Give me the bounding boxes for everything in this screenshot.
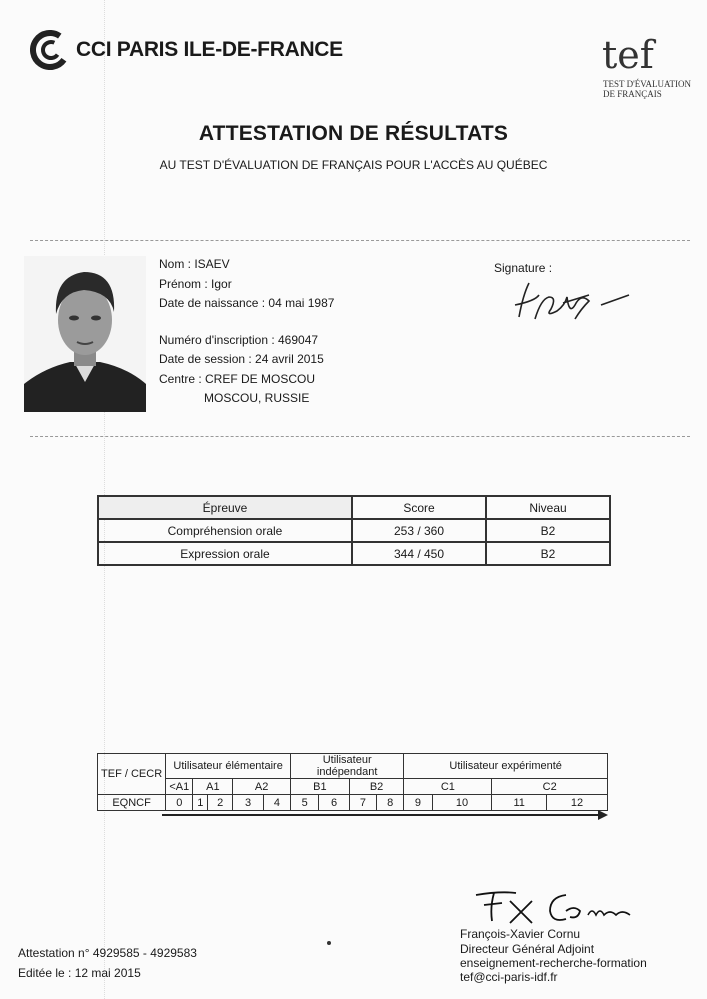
level-scale-table bbox=[97, 753, 608, 811]
candidate-session-date: Date de session : 24 avril 2015 bbox=[159, 352, 324, 366]
tef-logo-subtitle bbox=[603, 79, 698, 99]
scale-row-label-tef: TEF / CECR bbox=[98, 754, 166, 795]
group-experimente: Utilisateur expérimenté bbox=[404, 754, 608, 779]
candidate-centre: Centre : CREF DE MOSCOU bbox=[159, 372, 316, 386]
header-score: Score bbox=[352, 496, 486, 519]
level-c1: C1 bbox=[404, 779, 492, 795]
attestation-edited-date: Editée le : 12 mai 2015 bbox=[18, 966, 141, 980]
scale-number: 6 bbox=[319, 795, 349, 811]
niveau-cell: B2 bbox=[486, 542, 610, 565]
tef-subtitle-line1: TEST D'ÉVALUATION bbox=[603, 79, 692, 89]
separator-bottom bbox=[30, 436, 690, 437]
separator-top bbox=[30, 240, 690, 241]
candidate-registration: Numéro d'inscription : 469047 bbox=[159, 333, 319, 347]
attestation-number: Attestation n° 4929585 - 4929583 bbox=[18, 946, 197, 960]
signer-email: tef@cci-paris-idf.fr bbox=[460, 970, 558, 984]
signer-department: enseignement-recherche-formation bbox=[460, 956, 647, 970]
epreuve-cell: Expression orale bbox=[98, 542, 352, 565]
header-epreuve: Épreuve bbox=[98, 496, 352, 519]
tef-subtitle-line2: DE FRANÇAIS bbox=[603, 89, 662, 99]
level-a1: A1 bbox=[193, 779, 233, 795]
results-header-row bbox=[98, 496, 610, 519]
scale-number: 12 bbox=[546, 795, 607, 811]
header-niveau: Niveau bbox=[486, 496, 610, 519]
group-elementaire: Utilisateur élémentaire bbox=[166, 754, 291, 779]
document-subtitle: AU TEST D'ÉVALUATION DE FRANÇAIS POUR L'ACCÈS AU QUÉBEC bbox=[159, 158, 548, 172]
tef-logo: tef bbox=[602, 33, 654, 77]
scale-row-label-eqncf: EQNCF bbox=[98, 795, 166, 811]
candidate-prenom: Prénom : Igor bbox=[159, 277, 232, 291]
dot-mark bbox=[327, 941, 331, 945]
scale-number: 10 bbox=[432, 795, 492, 811]
cci-logo-icon bbox=[30, 30, 70, 70]
candidate-nom: Nom : ISAEV bbox=[159, 257, 230, 271]
scale-levels-row bbox=[98, 779, 608, 795]
level-b1: B1 bbox=[291, 779, 350, 795]
org-name: CCI PARIS ILE-DE-FRANCE bbox=[76, 38, 343, 61]
epreuve-cell: Compréhension orale bbox=[98, 519, 352, 542]
signer-role: Directeur Général Adjoint bbox=[460, 942, 595, 956]
director-signature bbox=[470, 885, 640, 929]
scale-groups-row bbox=[98, 754, 608, 779]
table-row bbox=[98, 542, 610, 565]
candidate-signature bbox=[505, 275, 635, 327]
score-cell: 344 / 450 bbox=[352, 542, 486, 565]
candidate-photo bbox=[24, 256, 146, 412]
group-independant: Utilisateur indépendant bbox=[291, 754, 404, 779]
signature-label: Signature : bbox=[494, 261, 553, 275]
scale-number: 8 bbox=[377, 795, 404, 811]
document-title: ATTESTATION DE RÉSULTATS bbox=[198, 122, 509, 145]
scale-number: 5 bbox=[291, 795, 319, 811]
table-row bbox=[98, 519, 610, 542]
signer-name: François-Xavier Cornu bbox=[460, 927, 581, 941]
level-a2: A2 bbox=[233, 779, 291, 795]
level-b2: B2 bbox=[349, 779, 404, 795]
score-cell: 253 / 360 bbox=[352, 519, 486, 542]
scale-number: 4 bbox=[263, 795, 290, 811]
progression-arrow-icon bbox=[162, 808, 608, 822]
candidate-birthdate: Date de naissance : 04 mai 1987 bbox=[159, 296, 335, 310]
level-c2: C2 bbox=[492, 779, 608, 795]
scale-number: 0 bbox=[166, 795, 193, 811]
level-pre-a1: <A1 bbox=[166, 779, 193, 795]
scale-number: 9 bbox=[404, 795, 432, 811]
scale-number: 7 bbox=[349, 795, 376, 811]
candidate-centre-city: MOSCOU, RUSSIE bbox=[204, 391, 310, 405]
scale-number: 2 bbox=[208, 795, 233, 811]
scale-number: 3 bbox=[233, 795, 263, 811]
scale-number: 11 bbox=[492, 795, 547, 811]
niveau-cell: B2 bbox=[486, 519, 610, 542]
scale-number: 1 bbox=[193, 795, 208, 811]
results-table bbox=[97, 495, 611, 566]
